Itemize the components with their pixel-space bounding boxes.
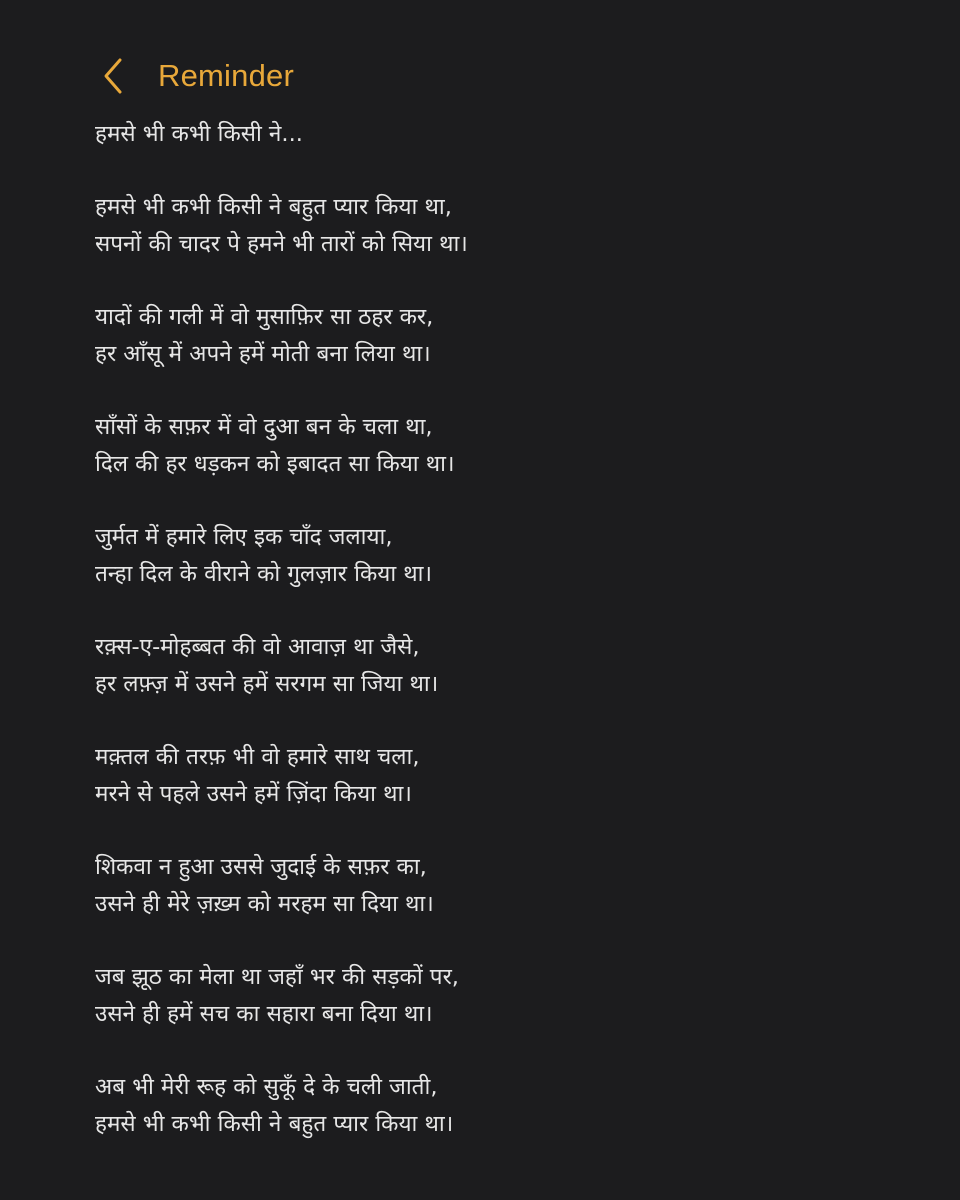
stanza-line: सपनों की चादर पे हमने भी तारों को सिया था। [95,231,468,257]
stanza-line: अब भी मेरी रूह को सुकूँ दे के चली जाती, [95,1074,438,1100]
stanza-line: उसने ही हमें सच का सहारा बना दिया था। [95,1001,433,1027]
stanza-line: रक़्स-ए-मोहब्बत की वो आवाज़ था जैसे, [95,634,420,660]
stanza-3 [95,409,915,483]
stanza-line: मरने से पहले उसने हमें ज़िंदा किया था। [95,781,412,807]
stanza-7 [95,849,915,923]
chevron-left-icon[interactable] [96,54,132,98]
stanza-line: साँसों के सफ़र में वो दुआ बन के चला था, [95,414,433,440]
stanza-line: मक़्तल की तरफ़ भी वो हमारे साथ चला, [95,744,420,770]
stanza-line: हमसे भी कभी किसी ने बहुत प्यार किया था, [95,194,452,220]
stanza-line: शिकवा न हुआ उससे जुदाई के सफ़र का, [95,854,427,880]
stanza-5 [95,629,915,703]
stanza-8 [95,959,915,1033]
stanza-line: हमसे भी कभी किसी ने बहुत प्यार किया था। [95,1111,454,1137]
back-button[interactable] [96,54,294,98]
stanza-line: जब झूठ का मेला था जहाँ भर की सड़कों पर, [95,964,459,990]
navigation-bar [96,50,294,102]
stanza-4 [95,519,915,593]
stanza-line: तन्हा दिल के वीराने को गुलज़ार किया था। [95,561,433,587]
stanza-1 [95,189,915,263]
note-body[interactable] [95,116,915,1179]
stanza-line: यादों की गली में वो मुसाफ़िर सा ठहर कर, [95,304,434,330]
stanza-line: जुर्मत में हमारे लिए इक चाँद जलाया, [95,524,393,550]
stanza-2 [95,299,915,373]
stanza-6 [95,739,915,813]
stanza-line: हर आँसू में अपने हमें मोती बना लिया था। [95,341,431,367]
stanza-line: उसने ही मेरे ज़ख़्म को मरहम सा दिया था। [95,891,434,917]
back-label[interactable]: Reminder [158,58,294,93]
note-title: हमसे भी कभी किसी ने... [95,121,303,147]
stanza-line: दिल की हर धड़कन को इबादत सा किया था। [95,451,455,477]
stanza-9 [95,1069,915,1143]
stanza-line: हर लफ़्ज़ में उसने हमें सरगम सा जिया था। [95,671,439,697]
